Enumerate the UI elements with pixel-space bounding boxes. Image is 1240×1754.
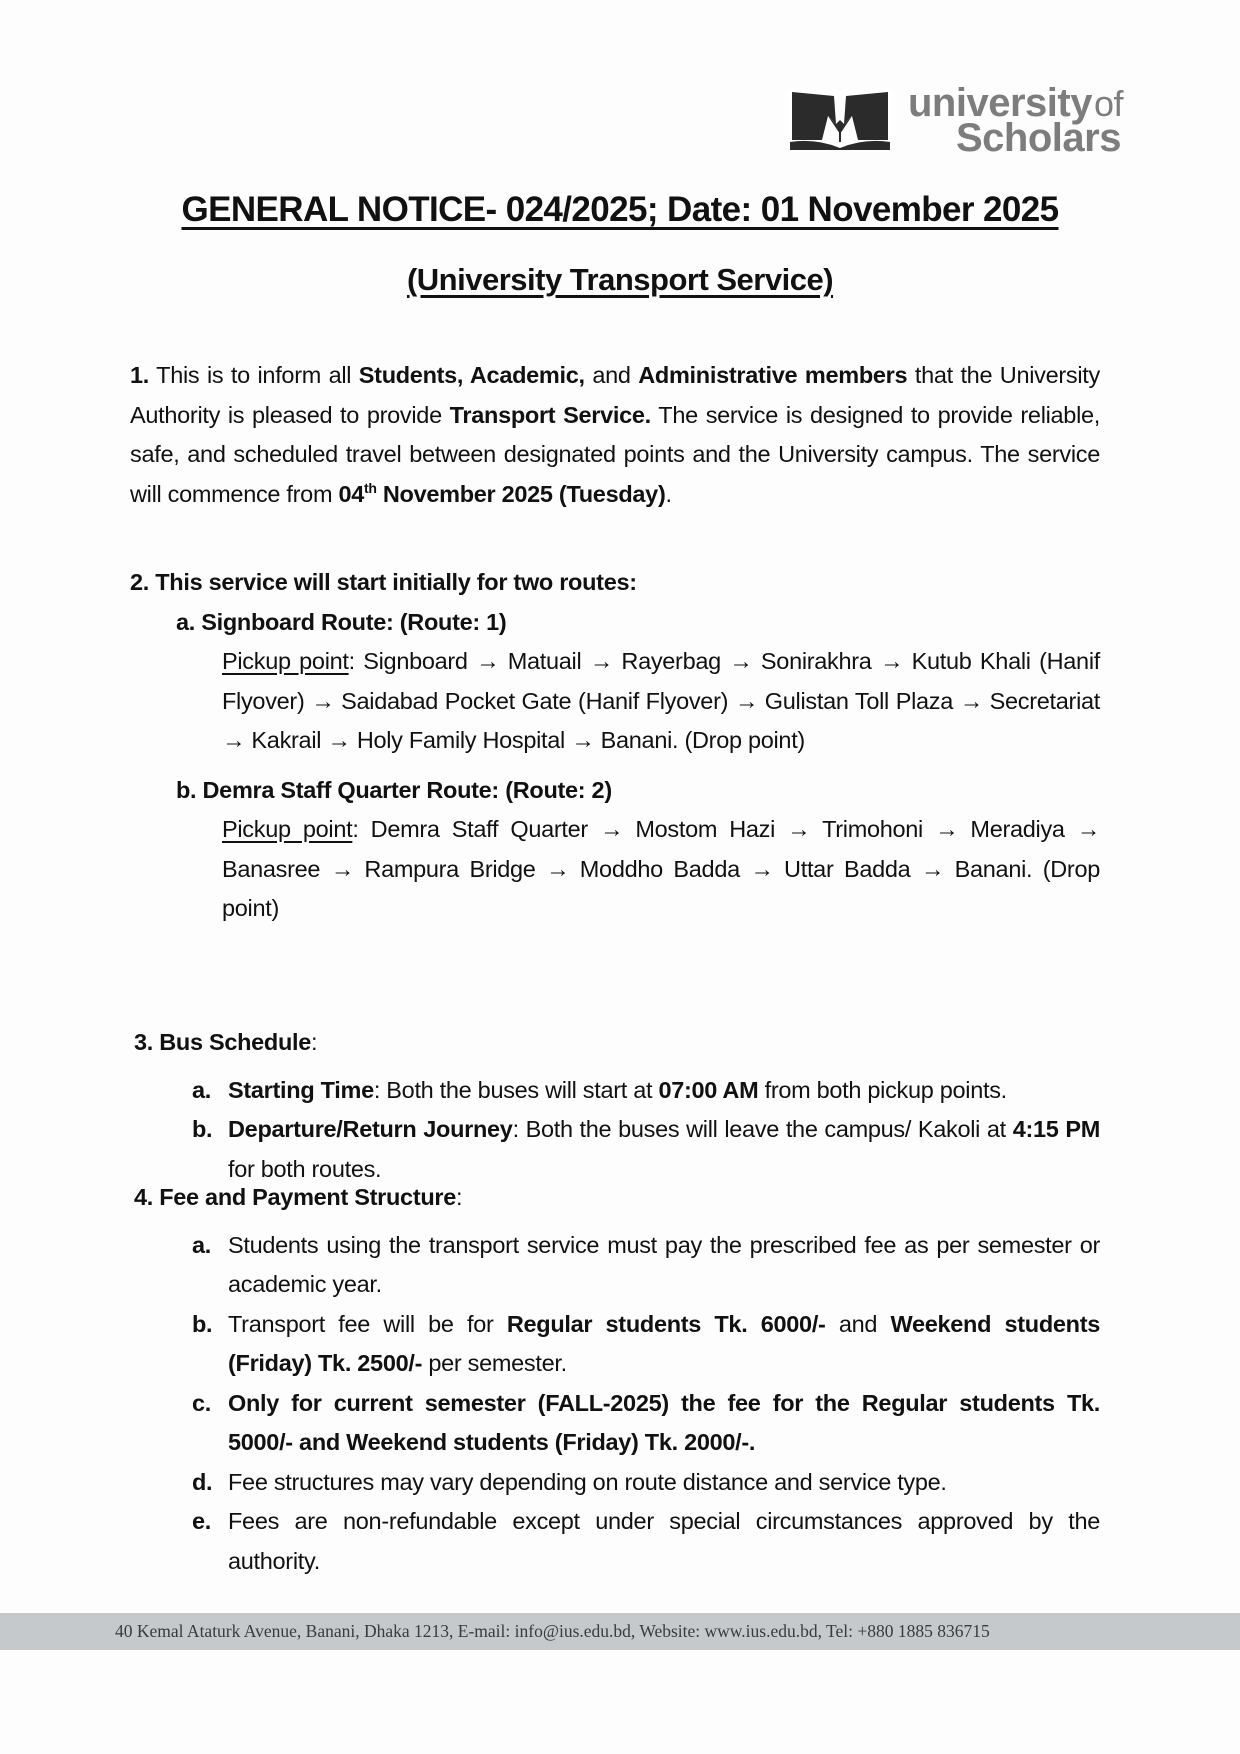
footer-contact-bar (0, 1613, 1240, 1650)
fee-item-b: b. Transport fee will be for Regular students Tk. 6000/- and Weekend students (Friday) Tk. 2500/- per semester. (192, 1310, 1100, 1376)
section-3-heading: 3. Bus Schedule (134, 1029, 312, 1055)
schedule-item-departure: b. Departure/Return Journey: Both the buses will leave the campus/ Kakoli at 4:15 PM for both routes. (192, 1116, 1100, 1182)
fee-item-e: e. Fees are non-refundable except under special circumstances approved by the authority. (192, 1508, 1100, 1574)
fee-item-d: d. Fee structures may vary depending on route distance and service type. (192, 1468, 947, 1495)
section-1-paragraph: 1. This is to inform all Students, Academic, and Administrative members that the University Authority is pleased to provide Transport Service. The service is designed to provide reliable, safe, and scheduled travel between designated points and the University campus. The service will commence from 04th November 2025 (Tuesday). (130, 362, 1100, 507)
section-2-routes (130, 563, 1100, 929)
fee-item-c: c. Only for current semester (FALL-2025) the fee for the Regular students Tk. 5000/- and Weekend students (Friday) Tk. 2000/-. (192, 1389, 1100, 1455)
section-3-bus-schedule: 3. Bus Schedule: a. Starting Time: Both the buses will start at 07:00 AM from both pickup points. b. Departure/Return Journey: Both the buses will leave the campus/ Kakoli at 4:15 PM for both routes. (130, 1023, 1100, 1189)
route-1-path: Pickup point: Signboard → Matuail → Rayerbag → Sonirakhra → Kutub Khali (Hanif Flyover) → Saidabad Pocket Gate (Hanif Flyover) → Gulistan Toll Plaza → Secretariat → Kakrail → Holy Family Hospital → Banani. (Drop point) (222, 648, 1100, 753)
section-2-heading: 2. This service will start initially for two routes: (130, 569, 637, 595)
section-4-fee-structure: 4. Fee and Payment Structure: a. Students using the transport service must pay the prescribed fee as per semester or academic year. b. Transport fee will be for Regular students Tk. 6000/- and Weekend students (Friday) Tk. 2500/- per semester. c. Only for current semester (FALL-2025) the fee for the Regular students Tk. 5000/- and Weekend students (Friday) Tk. 2000/-. d. Fee structures may vary depending on route distance and service type. e. Fees are non-refundable except under special circumstances approved by the authority. (130, 1178, 1100, 1581)
route-2-path: Pickup point: Demra Staff Quarter → Mostom Hazi → Trimohoni → Meradiya → Banasree → Rampura Bridge → Moddho Badda → Uttar Badda → Banani. (Drop point) (222, 816, 1100, 921)
fee-item-a: a. Students using the transport service must pay the prescribed fee as per semester or academic year. (192, 1231, 1100, 1297)
open-book-pen-nib-icon (788, 90, 892, 152)
footer-contact-text: 40 Kemal Ataturk Avenue, Banani, Dhaka 1213, E-mail: info@ius.edu.bd, Website: www.ius.edu.bd, Tel: +880 1885 836715 (115, 1621, 990, 1641)
logo-wordmark: universityof Scholars (908, 81, 1123, 160)
university-logo (788, 81, 1168, 160)
route-2-title: b. Demra Staff Quarter Route: (Route: 2) (176, 776, 612, 803)
schedule-item-starting-time: a. Starting Time: Both the buses will start at 07:00 AM from both pickup points. (192, 1076, 1007, 1103)
notice-subtitle: (University Transport Service) (406, 262, 834, 297)
route-1-title: a. Signboard Route: (Route: 1) (176, 608, 507, 635)
section-4-heading: 4. Fee and Payment Structure (134, 1184, 457, 1210)
notice-title: GENERAL NOTICE- 024/2025; Date: 01 November 2025 (181, 190, 1059, 229)
